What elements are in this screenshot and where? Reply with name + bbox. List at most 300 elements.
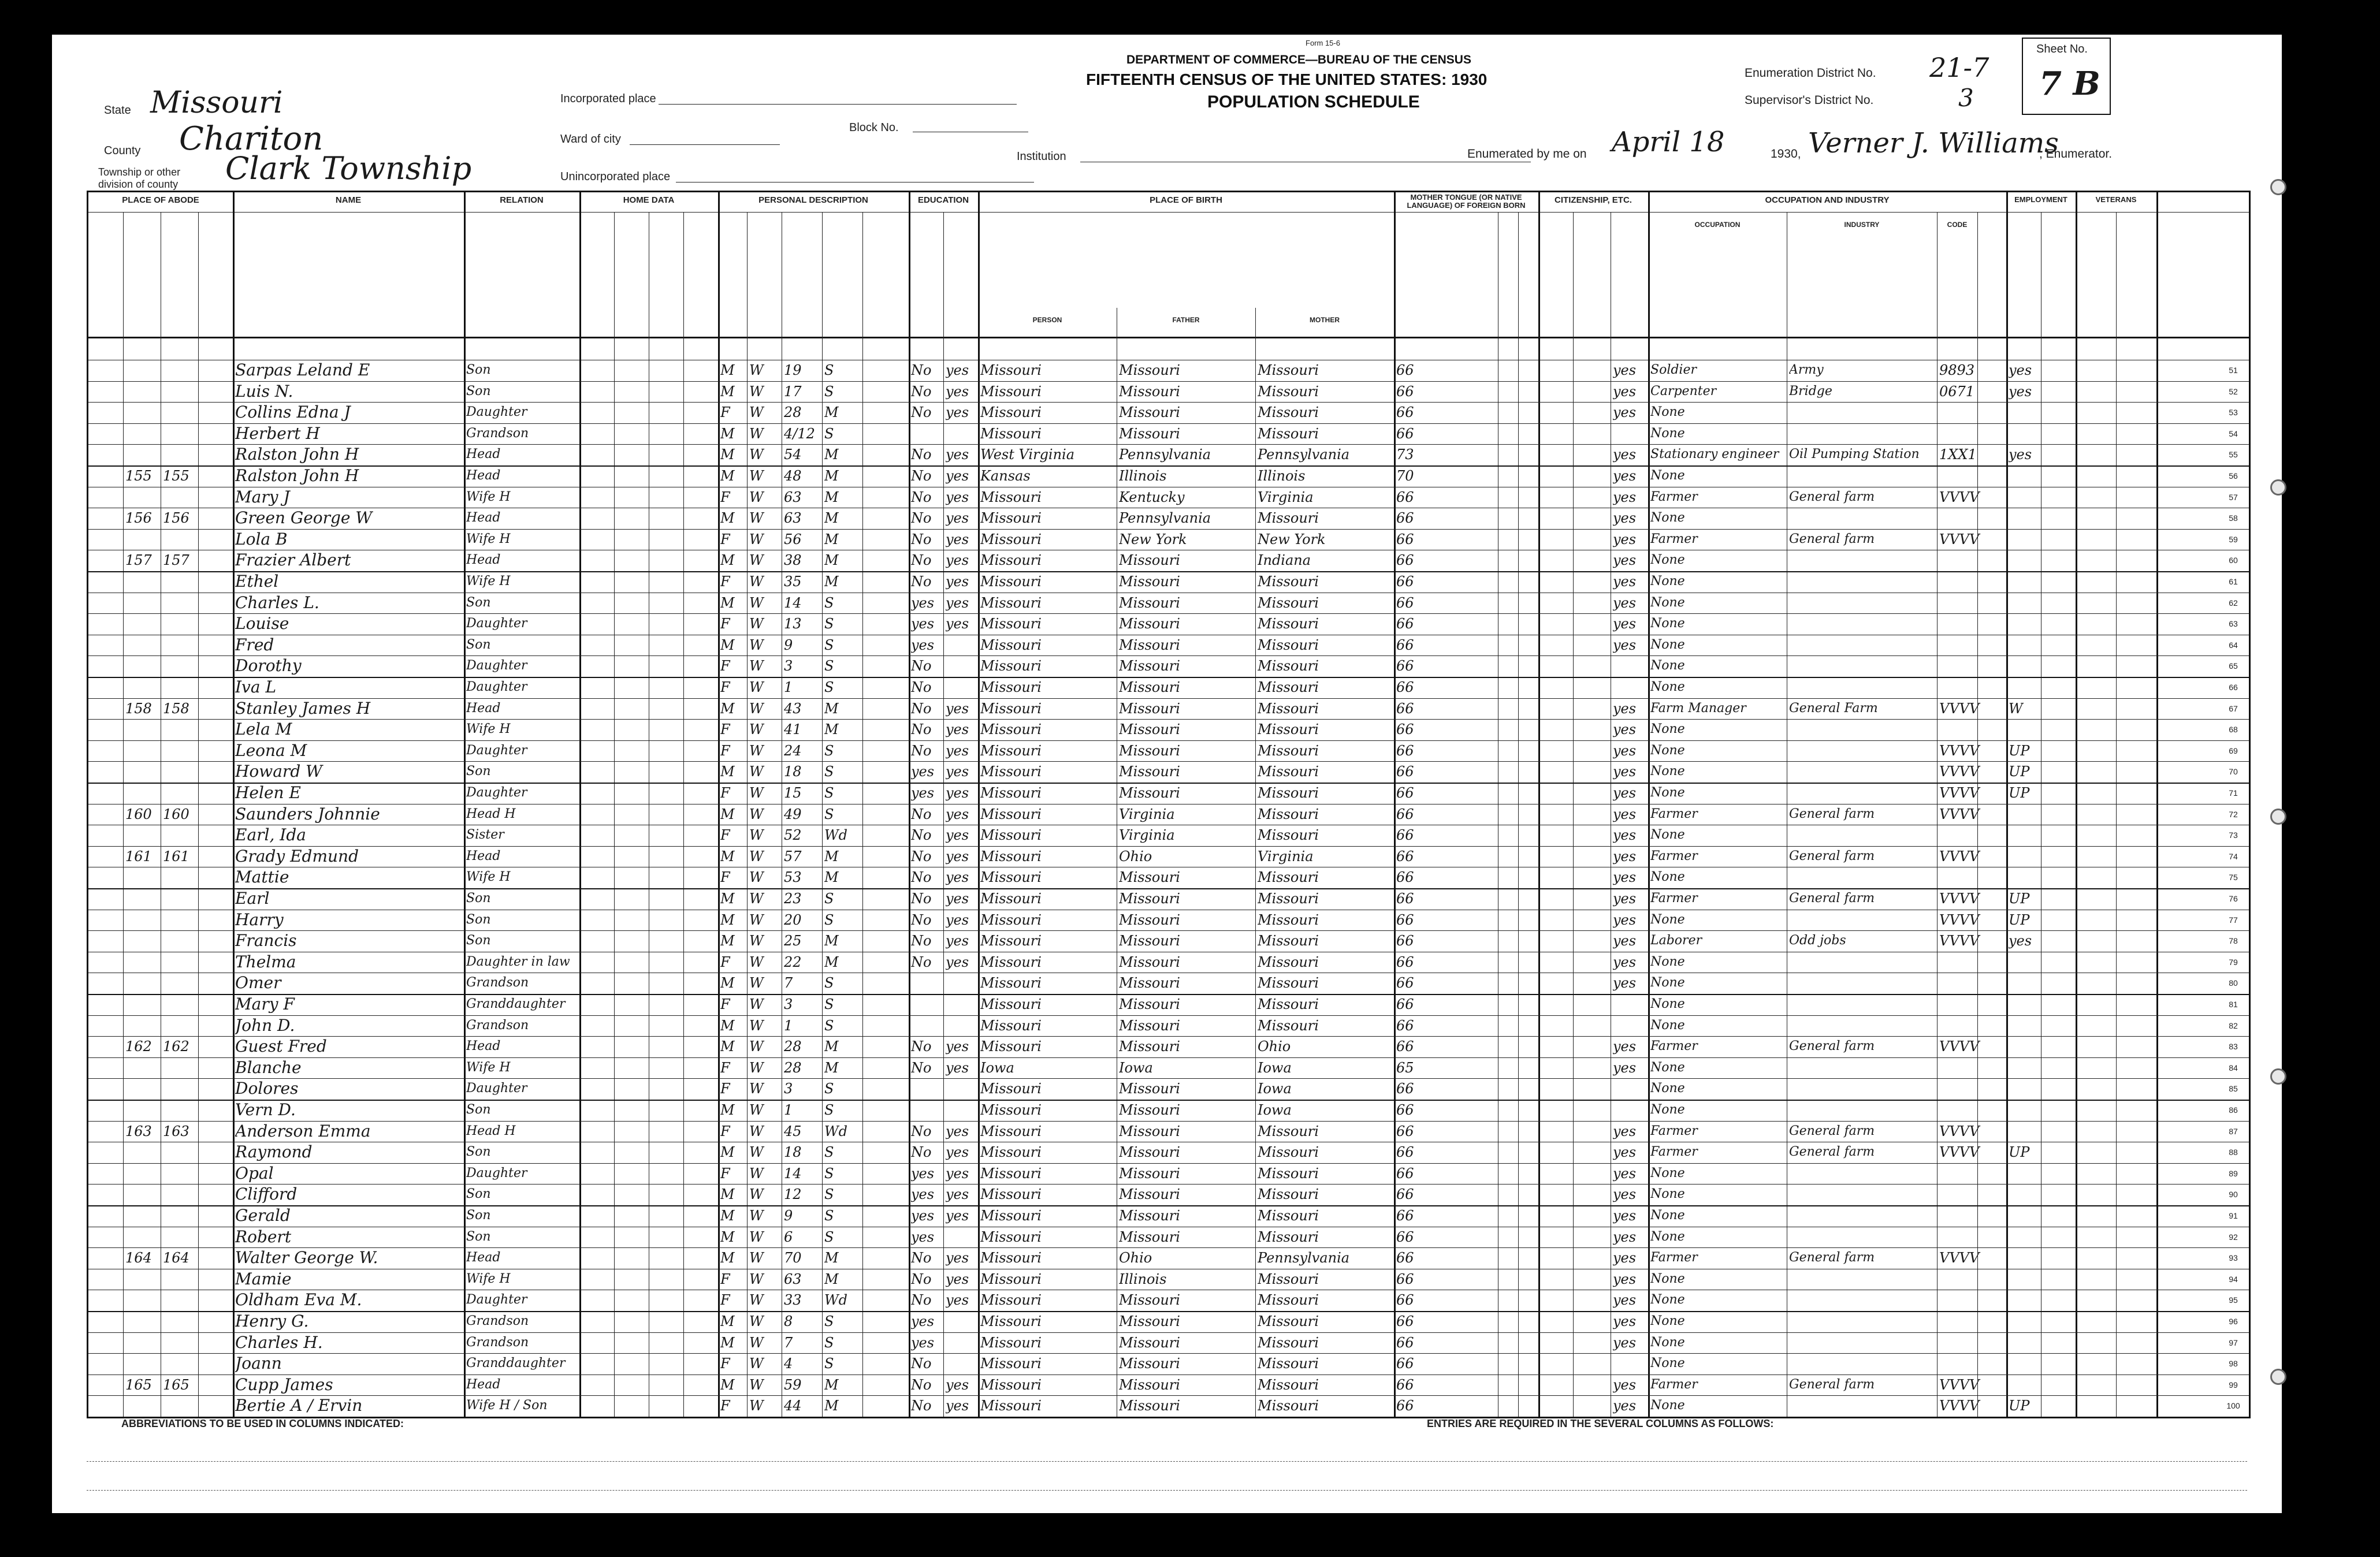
line-number: 60 [2229, 556, 2238, 565]
cell-ms: S [824, 679, 834, 695]
cell-occode: 9893 [1939, 362, 1975, 378]
cell-ms: S [824, 785, 834, 801]
cell-name: Herbert H [235, 423, 320, 443]
line-number: 58 [2229, 513, 2238, 523]
cell-dwell: 165 [125, 1376, 152, 1393]
cell-school: yes [911, 1208, 935, 1224]
cell-rel: Son [466, 1102, 491, 1117]
cell-fbp: Missouri [1119, 573, 1180, 590]
cell-eng: yes [1613, 869, 1637, 886]
cell-occ: None [1650, 743, 1685, 758]
cell-bp: Missouri [980, 742, 1042, 759]
cell-mbp: Missouri [1258, 891, 1319, 907]
cell-age: 59 [784, 1376, 802, 1393]
enumerator-label: , Enumerator. [2039, 147, 2113, 161]
cell-school: No [911, 869, 932, 886]
cell-name: Vern D. [235, 1100, 296, 1119]
cell-fbp: Missouri [1119, 1144, 1180, 1161]
cell-ms: M [824, 700, 839, 717]
cell-occ: None [1650, 1356, 1685, 1371]
cell-ind: General farm [1789, 1145, 1875, 1160]
cell-code: 66 [1396, 383, 1414, 400]
cell-school: No [911, 489, 932, 505]
table-row [88, 910, 2249, 931]
cell-dwell: 155 [125, 468, 152, 484]
cell-sex: F [720, 1292, 730, 1309]
cell-rel: Daughter [466, 1165, 527, 1180]
cell-read: yes [946, 1398, 969, 1414]
cell-occ: None [1650, 997, 1685, 1011]
township-value: Clark Township [225, 150, 472, 187]
cell-mbp: Pennsylvania [1258, 446, 1350, 463]
cell-name: Leona M [235, 740, 307, 760]
cell-occ: None [1650, 975, 1685, 990]
cell-name: Mary F [235, 994, 295, 1014]
cell-fbp: Missouri [1119, 404, 1180, 421]
cell-read: yes [946, 911, 969, 928]
cell-ind: Odd jobs [1789, 933, 1846, 948]
cell-race: W [749, 1292, 764, 1309]
unincorporated-label: Unincorporated place [560, 170, 671, 183]
cell-mbp: Ohio [1258, 1038, 1291, 1055]
cell-race: W [749, 573, 764, 590]
cell-school: No [911, 891, 932, 907]
cell-bp: Missouri [980, 763, 1042, 780]
enum-district-value: 21-7 [1929, 52, 1989, 83]
cell-eng: yes [1613, 1144, 1637, 1161]
line-number: 91 [2229, 1211, 2238, 1220]
cell-sex: F [720, 1081, 730, 1097]
cell-race: W [749, 1398, 764, 1414]
cell-ms: S [824, 1208, 834, 1224]
cell-ms: S [824, 1313, 834, 1329]
table-row [88, 1121, 2249, 1142]
cell-code: 66 [1396, 679, 1414, 695]
cell-bp: Missouri [980, 1165, 1042, 1182]
cell-name: Fred [235, 635, 274, 654]
cell-code: 66 [1396, 869, 1414, 886]
cell-ms: S [824, 616, 834, 632]
cell-race: W [749, 468, 764, 484]
cell-age: 44 [784, 1398, 802, 1414]
cell-fbp: New York [1119, 531, 1187, 547]
cell-mbp: Indiana [1258, 552, 1311, 569]
cell-fam: 157 [163, 552, 189, 569]
cell-code: 66 [1396, 404, 1414, 421]
line-number: 51 [2229, 366, 2238, 375]
cell-rel: Head [466, 511, 501, 526]
cell-school: yes [911, 1313, 935, 1329]
cell-mbp: Illinois [1258, 468, 1306, 484]
table-row [88, 465, 2249, 487]
cell-read: yes [946, 700, 969, 717]
cell-fbp: Kentucky [1119, 489, 1185, 505]
cell-fbp: Missouri [1119, 1376, 1180, 1393]
cell-age: 3 [784, 658, 793, 675]
cell-ms: S [824, 1228, 834, 1245]
cell-occ: None [1650, 426, 1685, 441]
cell-occ: None [1650, 1398, 1685, 1413]
cell-race: W [749, 933, 764, 949]
cell-fam: 165 [163, 1376, 189, 1393]
cell-mbp: Iowa [1258, 1102, 1292, 1118]
line-number: 89 [2229, 1168, 2238, 1178]
cell-age: 14 [784, 594, 802, 611]
cell-ms: S [824, 763, 834, 780]
cell-occ: None [1650, 1335, 1685, 1350]
table-row [88, 593, 2249, 614]
cell-code: 66 [1396, 1355, 1414, 1372]
cell-name: Sarpas Leland E [235, 360, 370, 379]
cell-school: No [911, 446, 932, 463]
cell-eng: yes [1613, 785, 1637, 801]
cell-occode: VVVV [1939, 1376, 1980, 1393]
cell-rel: Granddaughter [466, 997, 566, 1011]
cell-ind: General farm [1789, 1377, 1875, 1392]
cell-fbp: Missouri [1119, 1398, 1180, 1414]
cell-ms: S [824, 996, 834, 1012]
cell-bp: Missouri [980, 383, 1042, 400]
cell-occ: None [1650, 764, 1685, 779]
group-name: NAME [335, 196, 362, 205]
cell-mbp: Missouri [1258, 785, 1319, 801]
cell-age: 24 [784, 742, 802, 759]
cell-school: No [911, 1398, 932, 1414]
cell-sex: M [720, 552, 735, 569]
cell-name: Walter George W. [235, 1248, 378, 1268]
cell-fbp: Missouri [1119, 996, 1180, 1012]
cell-occ: None [1650, 1018, 1685, 1033]
sheet-value: 7 B [2039, 65, 2100, 103]
cell-rel: Son [466, 933, 491, 948]
cell-age: 12 [784, 1186, 802, 1203]
cell-rel: Head [466, 1377, 501, 1392]
line-number: 54 [2229, 429, 2238, 438]
cell-mbp: Missouri [1258, 700, 1319, 717]
cell-race: W [749, 911, 764, 928]
cell-eng: yes [1613, 1250, 1637, 1267]
cell-mbp: Missouri [1258, 616, 1319, 632]
cell-bp: Missouri [980, 1228, 1042, 1245]
cell-read: yes [946, 573, 969, 590]
cell-rel: Daughter [466, 1292, 527, 1308]
cell-age: 35 [784, 573, 802, 590]
cell-race: W [749, 1334, 764, 1351]
cell-eng: yes [1613, 827, 1637, 844]
table-row [88, 994, 2249, 1015]
cell-mbp: Missouri [1258, 763, 1319, 780]
cell-bp: Missouri [980, 911, 1042, 928]
cell-rel: Daughter [466, 1081, 527, 1096]
cell-mbp: Missouri [1258, 1334, 1319, 1351]
cell-sex: F [720, 658, 730, 675]
cell-fam: 164 [163, 1250, 189, 1267]
cell-eng: yes [1613, 1038, 1637, 1055]
cell-eng: yes [1613, 531, 1637, 547]
cell-code: 66 [1396, 996, 1414, 1012]
cell-bp: Kansas [980, 468, 1031, 484]
cell-eng: yes [1613, 1228, 1637, 1245]
cell-code: 66 [1396, 891, 1414, 907]
cell-rel: Son [466, 595, 491, 610]
cell-ms: S [824, 362, 834, 378]
cell-eng: yes [1613, 468, 1637, 484]
cell-school: No [911, 848, 932, 865]
cell-fbp: Virginia [1119, 806, 1175, 822]
cell-sex: M [720, 425, 735, 442]
cell-code: 66 [1396, 510, 1414, 527]
cell-bp: Missouri [980, 552, 1042, 569]
cell-eng: yes [1613, 552, 1637, 569]
cell-emp: UP [2009, 785, 2030, 801]
cell-mbp: Missouri [1258, 1376, 1319, 1393]
cell-race: W [749, 953, 764, 970]
cell-age: 63 [784, 510, 802, 527]
county-label: County [104, 144, 141, 157]
table-row [88, 423, 2249, 445]
cell-school: No [911, 679, 932, 695]
cell-code: 66 [1396, 1250, 1414, 1267]
cell-sex: M [720, 1313, 735, 1329]
cell-school: No [911, 468, 932, 484]
cell-bp: Missouri [980, 594, 1042, 611]
cell-rel: Head [466, 447, 501, 462]
cell-fbp: Missouri [1119, 1102, 1180, 1118]
cell-race: W [749, 721, 764, 738]
cell-race: W [749, 1376, 764, 1393]
cell-rel: Grandson [466, 1314, 529, 1328]
cell-code: 66 [1396, 531, 1414, 547]
cell-code: 66 [1396, 594, 1414, 611]
incorporated-label: Incorporated place [560, 92, 656, 105]
cell-ms: M [824, 933, 839, 949]
line-number: 86 [2229, 1105, 2238, 1115]
cell-mbp: Missouri [1258, 996, 1319, 1012]
binder-hole [2270, 179, 2286, 195]
cell-mbp: Missouri [1258, 1228, 1319, 1245]
cell-occ: Farmer [1650, 806, 1698, 821]
cell-name: Lela M [235, 720, 292, 739]
cell-rel: Wife H [466, 574, 511, 588]
cell-eng: yes [1613, 911, 1637, 928]
cell-emp: yes [2009, 933, 2032, 949]
cell-bp: Missouri [980, 933, 1042, 949]
cell-eng: yes [1613, 616, 1637, 632]
col-code: CODE [1947, 221, 1968, 229]
line-number: 56 [2229, 471, 2238, 480]
cell-race: W [749, 658, 764, 675]
cell-occode: VVVV [1939, 891, 1980, 907]
cell-race: W [749, 1250, 764, 1267]
cell-sex: M [720, 510, 735, 527]
line-number: 67 [2229, 703, 2238, 713]
cell-fam: 155 [163, 468, 189, 484]
cell-school: No [911, 806, 932, 822]
cell-sex: F [720, 1355, 730, 1372]
cell-name: Clifford [235, 1184, 298, 1204]
cell-code: 66 [1396, 1292, 1414, 1309]
cell-school: No [911, 933, 932, 949]
line-number: 62 [2229, 598, 2238, 608]
cell-sex: M [720, 911, 735, 928]
cell-read: yes [946, 1165, 969, 1182]
cell-occ: Farmer [1650, 1123, 1698, 1138]
cell-ms: S [824, 425, 834, 442]
cell-rel: Head [466, 1250, 501, 1265]
cell-emp: UP [2009, 891, 2030, 907]
cell-sex: M [720, 1250, 735, 1267]
table-row [88, 952, 2249, 973]
cell-code: 66 [1396, 552, 1414, 569]
cell-mbp: Missouri [1258, 383, 1319, 400]
table-row [88, 698, 2249, 720]
cell-name: Dorothy [235, 656, 302, 676]
cell-occ: Farmer [1650, 1377, 1698, 1392]
cell-name: Helen E [235, 783, 301, 802]
cell-age: 45 [784, 1123, 802, 1139]
cell-rel: Daughter [466, 405, 527, 420]
line-number: 75 [2229, 873, 2238, 882]
cell-eng: yes [1613, 933, 1637, 949]
cell-name: Anderson Emma [235, 1121, 371, 1141]
cell-age: 48 [784, 468, 802, 484]
cell-sex: F [720, 679, 730, 695]
cell-read: yes [946, 510, 969, 527]
cell-age: 4 [784, 1355, 793, 1372]
cell-race: W [749, 848, 764, 865]
cell-occ: None [1650, 1081, 1685, 1096]
table-row [88, 1184, 2249, 1205]
cell-race: W [749, 996, 764, 1012]
table-row [88, 1057, 2249, 1079]
cell-fbp: Iowa [1119, 1059, 1153, 1076]
cell-bp: Missouri [980, 1271, 1042, 1287]
cell-age: 52 [784, 827, 802, 844]
cell-sex: F [720, 1059, 730, 1076]
cell-occ: Carpenter [1650, 383, 1717, 398]
group-occupation: OCCUPATION AND INDUSTRY [1765, 196, 1890, 205]
cell-eng: yes [1613, 1334, 1637, 1351]
cell-name: Thelma [235, 952, 296, 971]
cell-race: W [749, 1208, 764, 1224]
cell-race: W [749, 1081, 764, 1097]
cell-school: No [911, 531, 932, 547]
cell-occode: VVVV [1939, 1144, 1980, 1161]
cell-rel: Grandson [466, 426, 529, 441]
cell-bp: West Virginia [980, 446, 1075, 463]
cell-bp: Missouri [980, 1376, 1042, 1393]
cell-read: yes [946, 1376, 969, 1393]
line-number: 63 [2229, 619, 2238, 629]
cell-code: 66 [1396, 1208, 1414, 1224]
cell-fbp: Missouri [1119, 1038, 1180, 1055]
cell-occode: VVVV [1939, 742, 1980, 759]
cell-occode: VVVV [1939, 1250, 1980, 1267]
table-row [88, 1247, 2249, 1269]
group-tongue: MOTHER TONGUE (OR NATIVE LANGUAGE) OF FOREIGN BORN [1407, 193, 1526, 210]
table-row [88, 1015, 2249, 1037]
table-row [88, 1332, 2249, 1354]
cell-bp: Missouri [980, 1208, 1042, 1224]
cell-fbp: Pennsylvania [1119, 510, 1211, 527]
cell-bp: Missouri [980, 975, 1042, 992]
cell-ms: M [824, 1059, 839, 1076]
cell-school: No [911, 827, 932, 844]
cell-rel: Head [466, 468, 501, 483]
cell-race: W [749, 510, 764, 527]
line-number: 81 [2229, 1000, 2238, 1009]
cell-fam: 158 [163, 700, 189, 717]
line-number: 90 [2229, 1190, 2238, 1200]
line-number: 74 [2229, 851, 2238, 861]
department-title: DEPARTMENT OF COMMERCE—BUREAU OF THE CENSUS [1126, 53, 1471, 66]
cell-ms: Wd [824, 1123, 848, 1139]
cell-fbp: Missouri [1119, 679, 1180, 695]
cell-sex: F [720, 785, 730, 801]
cell-school: No [911, 1292, 932, 1309]
cell-sex: F [720, 489, 730, 505]
cell-ms: M [824, 1250, 839, 1267]
cell-occ: Soldier [1650, 363, 1697, 377]
cell-rel: Wife H [466, 722, 511, 737]
cell-code: 66 [1396, 425, 1414, 442]
cell-occ: None [1650, 405, 1685, 420]
cell-race: W [749, 1059, 764, 1076]
cell-fbp: Missouri [1119, 1292, 1180, 1309]
cell-read: yes [946, 1038, 969, 1055]
cell-rel: Wife H [466, 1060, 511, 1075]
cell-school: No [911, 1250, 932, 1267]
cell-eng: yes [1613, 383, 1637, 400]
cell-age: 19 [784, 362, 802, 378]
cell-read: yes [946, 891, 969, 907]
cell-code: 66 [1396, 911, 1414, 928]
line-number: 87 [2229, 1126, 2238, 1136]
cell-age: 28 [784, 1038, 802, 1055]
table-row [88, 1227, 2249, 1248]
cell-age: 6 [784, 1228, 793, 1245]
line-number: 52 [2229, 386, 2238, 396]
cell-fam: 162 [163, 1038, 189, 1055]
cell-occode: VVVV [1939, 806, 1980, 822]
cell-ms: M [824, 869, 839, 886]
cell-code: 66 [1396, 1398, 1414, 1414]
table-row [88, 1142, 2249, 1163]
cell-mbp: Missouri [1258, 425, 1319, 442]
cell-occ: Farmer [1650, 848, 1698, 863]
cell-rel: Granddaughter [466, 1356, 566, 1371]
cell-occ: Laborer [1650, 933, 1702, 948]
cell-sex: M [720, 763, 735, 780]
table-row [88, 1353, 2249, 1375]
cell-school: No [911, 721, 932, 738]
cell-sex: M [720, 806, 735, 822]
table-row [88, 1375, 2249, 1396]
cell-name: John D. [235, 1015, 295, 1035]
cell-occ: None [1650, 553, 1685, 568]
cell-code: 70 [1396, 468, 1414, 484]
cell-race: W [749, 552, 764, 569]
cell-race: W [749, 700, 764, 717]
cell-name: Mary J [235, 487, 290, 506]
cell-sex: F [720, 531, 730, 547]
cell-fbp: Missouri [1119, 721, 1180, 738]
group-education: EDUCATION [917, 196, 969, 205]
cell-code: 66 [1396, 573, 1414, 590]
table-row [88, 761, 2249, 783]
cell-occ: None [1650, 1165, 1685, 1180]
cell-code: 66 [1396, 827, 1414, 844]
